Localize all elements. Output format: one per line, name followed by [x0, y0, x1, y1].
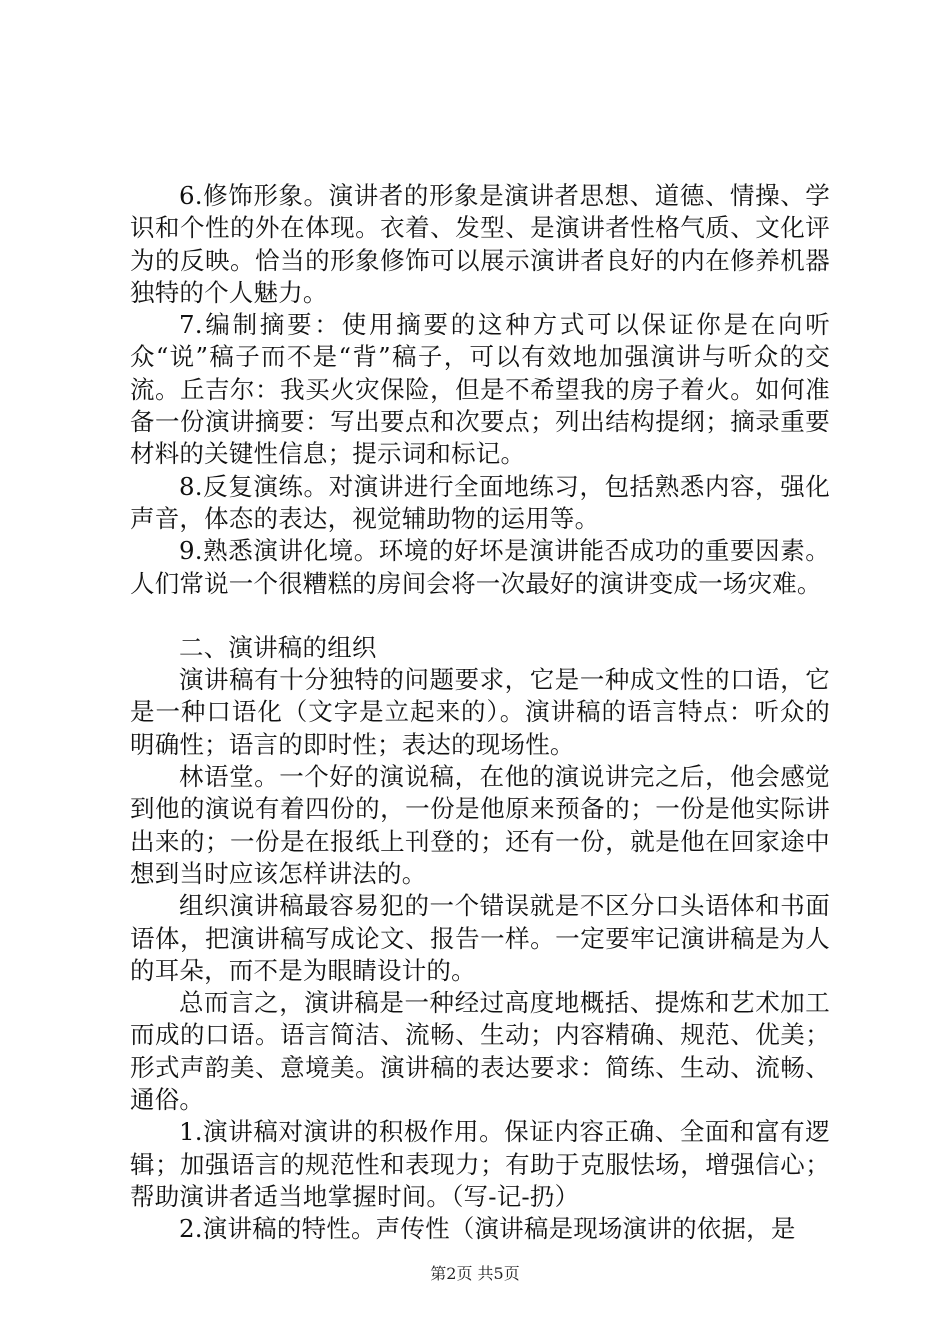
section-heading: 二、演讲稿的组织 [179, 632, 377, 662]
paragraph-requirements: 演讲稿有十分独特的问题要求，它是一种成文性的口语，它是一种口语化（文字是立起来的）。演讲稿的语言特点：听众的明确性；语言的即时性；表达的现场性。 [130, 665, 830, 759]
paragraph-8-rehearsal: 8.反复演练。对演讲进行全面地练习，包括熟悉内容，强化声音，体态的表达，视觉辅助物的运用等。 [130, 471, 830, 533]
paragraph-item-1: 1.演讲稿对演讲的积极作用。保证内容正确、全面和富有逻辑；加强语言的规范性和表现力；有助于克服怯场，增强信心；帮助演讲者适当地掌握时间。（写-记-扔） [130, 1117, 830, 1211]
paragraph-lin-yutang: 林语堂。一个好的演说稿，在他的演说讲完之后，他会感觉到他的演说有着四份的，一份是他原来预备的；一份是他实际讲出来的；一份是在报纸上刊登的；还有一份，就是他在回家途中想到当时应该怎样讲法的。 [130, 762, 830, 888]
paragraph-9-environment: 9.熟悉演讲化境。环境的好坏是演讲能否成功的重要因素。人们常说一个很糟糕的房间会将一次最好的演讲变成一场灾难。 [130, 536, 830, 598]
page-footer: 第2页 共5页 [430, 1264, 520, 1283]
paragraph-item-2: 2.演讲稿的特性。声传性（演讲稿是现场演讲的依据，是 [179, 1214, 796, 1244]
paragraph-summary: 总而言之，演讲稿是一种经过高度地概括、提炼和艺术加工而成的口语。语言简洁、流畅、生动；内容精确、规范、优美；形式声韵美、意境美。演讲稿的表达要求：简练、生动、流畅、通俗。 [130, 988, 830, 1115]
paragraph-7-summary: 7.编制摘要：使用摘要的这种方式可以保证你是在向听众“说”稿子而不是“背”稿子，可以有效地加强演讲与听众的交流。丘吉尔：我买火灾保险，但是不希望我的房子着火。如何准备一份演讲摘要：写出要点和次要点；列出结构提纲；摘录重要材料的关键性信息；提示词和标记。 [130, 310, 830, 469]
document-body [130, 180, 830, 1246]
paragraph-6-image: 6.修饰形象。演讲者的形象是演讲者思想、道德、情操、学识和个性的外在体现。衣着、发型、是演讲者性格气质、文化评为的反映。恰当的形象修饰可以展示演讲者良好的内在修养机器独特的个人魅力。 [130, 181, 830, 307]
paragraph-common-mistake: 组织演讲稿最容易犯的一个错误就是不区分口头语体和书面语体，把演讲稿写成论文、报告一样。一定要牢记演讲稿是为人的耳朵，而不是为眼睛设计的。 [130, 891, 830, 985]
